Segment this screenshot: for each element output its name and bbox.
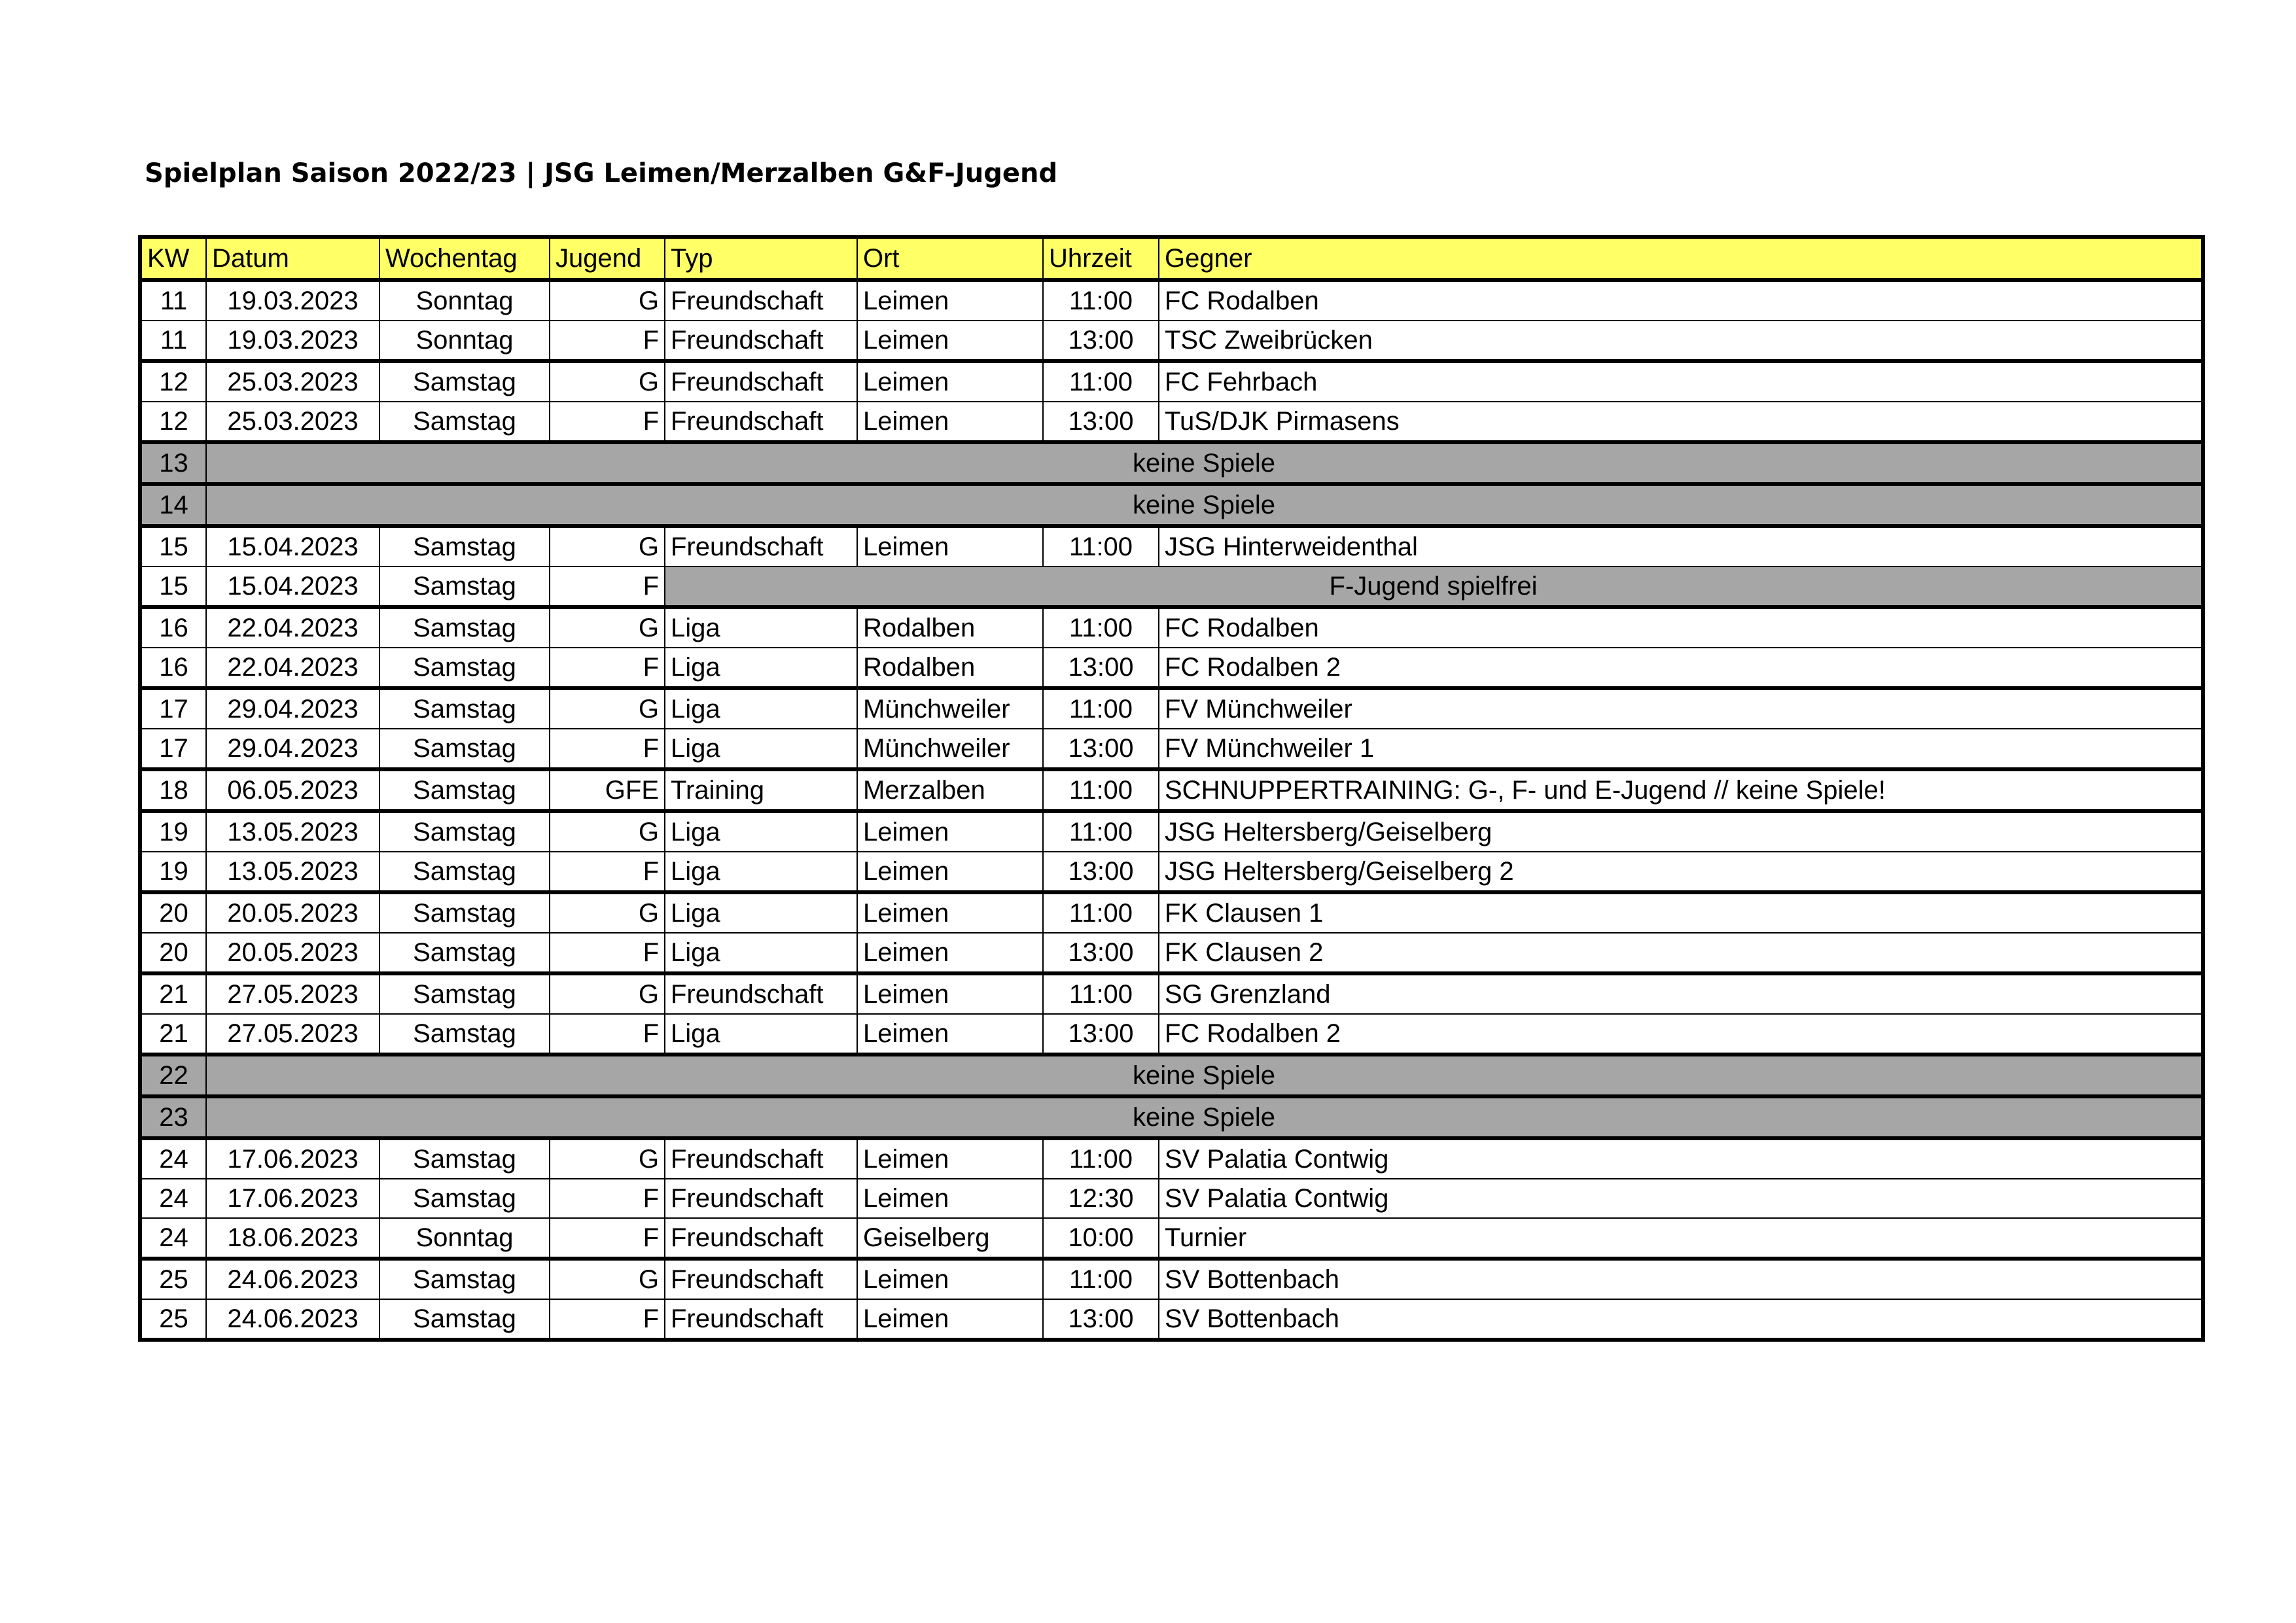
cell-wochentag: Samstag (380, 1014, 550, 1055)
header-datum: Datum (206, 237, 380, 280)
cell-ort: Leimen (857, 1014, 1043, 1055)
cell-uhrzeit: 13:00 (1043, 729, 1159, 769)
table-row (140, 729, 2203, 769)
header-gegner: Gegner (1159, 237, 2203, 280)
cell-uhrzeit: 11:00 (1043, 688, 1159, 729)
cell-kw: 25 (140, 1259, 206, 1299)
table-row (140, 526, 2203, 567)
cell-gegner: SV Palatia Contwig (1159, 1179, 2203, 1218)
cell-ort: Leimen (857, 933, 1043, 973)
cell-wochentag: Samstag (380, 933, 550, 973)
cell-kw: 11 (140, 321, 206, 361)
table-row (140, 1259, 2203, 1299)
cell-wochentag: Samstag (380, 361, 550, 402)
schedule-table (138, 235, 2205, 1342)
cell-jugend: F (550, 1218, 665, 1259)
cell-kw: 16 (140, 648, 206, 688)
cell-jugend: G (550, 1259, 665, 1299)
cell-wochentag: Samstag (380, 973, 550, 1014)
header-jugend: Jugend (550, 237, 665, 280)
table-row (140, 1179, 2203, 1218)
cell-datum: 06.05.2023 (206, 769, 380, 811)
cell-wochentag: Samstag (380, 567, 550, 607)
cell-jugend: GFE (550, 769, 665, 811)
cell-typ: Freundschaft (665, 280, 857, 321)
cell-gegner: TSC Zweibrücken (1159, 321, 2203, 361)
table-row (140, 933, 2203, 973)
cell-wochentag: Samstag (380, 769, 550, 811)
cell-ort: Münchweiler (857, 729, 1043, 769)
table-row (140, 361, 2203, 402)
cell-typ: Freundschaft (665, 526, 857, 567)
cell-gegner: FC Fehrbach (1159, 361, 2203, 402)
cell-datum: 29.04.2023 (206, 688, 380, 729)
cell-datum: 25.03.2023 (206, 402, 380, 442)
cell-jugend: F (550, 852, 665, 892)
cell-gegner: SCHNUPPERTRAINING: G-, F- und E-Jugend // keine Spiele! (1159, 769, 2203, 811)
cell-ort: Leimen (857, 852, 1043, 892)
cell-kw: 20 (140, 933, 206, 973)
cell-ort: Leimen (857, 280, 1043, 321)
no-games-note: keine Spiele (206, 1096, 2203, 1138)
cell-kw: 17 (140, 688, 206, 729)
cell-jugend: G (550, 811, 665, 852)
header-ort: Ort (857, 237, 1043, 280)
cell-datum: 20.05.2023 (206, 933, 380, 973)
table-row (140, 1138, 2203, 1179)
cell-gegner: FC Rodalben (1159, 280, 2203, 321)
cell-uhrzeit: 11:00 (1043, 607, 1159, 648)
table-row (140, 1096, 2203, 1138)
cell-jugend: G (550, 607, 665, 648)
cell-kw: 19 (140, 811, 206, 852)
cell-gegner: FK Clausen 2 (1159, 933, 2203, 973)
cell-typ: Liga (665, 852, 857, 892)
header-uhrzeit: Uhrzeit (1043, 237, 1159, 280)
header-wochentag: Wochentag (380, 237, 550, 280)
cell-typ: Liga (665, 688, 857, 729)
cell-jugend: F (550, 729, 665, 769)
cell-gegner: SG Grenzland (1159, 973, 2203, 1014)
cell-uhrzeit: 11:00 (1043, 526, 1159, 567)
page-title: Spielplan Saison 2022/23 | JSG Leimen/Merzalben G&F-Jugend (145, 158, 1058, 188)
table-row (140, 567, 2203, 607)
cell-jugend: G (550, 526, 665, 567)
cell-typ: Liga (665, 648, 857, 688)
table-row (140, 1014, 2203, 1055)
cell-datum: 27.05.2023 (206, 973, 380, 1014)
cell-wochentag: Samstag (380, 526, 550, 567)
cell-typ: Freundschaft (665, 973, 857, 1014)
cell-kw: 25 (140, 1299, 206, 1340)
cell-wochentag: Sonntag (380, 1218, 550, 1259)
cell-ort: Leimen (857, 811, 1043, 852)
cell-uhrzeit: 11:00 (1043, 1138, 1159, 1179)
cell-uhrzeit: 13:00 (1043, 1014, 1159, 1055)
cell-kw: 11 (140, 280, 206, 321)
table-row (140, 973, 2203, 1014)
cell-uhrzeit: 13:00 (1043, 648, 1159, 688)
table-row (140, 402, 2203, 442)
cell-wochentag: Samstag (380, 852, 550, 892)
table-row (140, 811, 2203, 852)
cell-typ: Freundschaft (665, 1138, 857, 1179)
cell-datum: 24.06.2023 (206, 1299, 380, 1340)
cell-typ: Freundschaft (665, 402, 857, 442)
table-row (140, 1218, 2203, 1259)
no-games-note: keine Spiele (206, 484, 2203, 526)
cell-gegner: SV Bottenbach (1159, 1299, 2203, 1340)
cell-ort: Geiselberg (857, 1218, 1043, 1259)
table-row (140, 484, 2203, 526)
cell-ort: Leimen (857, 361, 1043, 402)
cell-wochentag: Samstag (380, 648, 550, 688)
cell-kw: 12 (140, 402, 206, 442)
cell-gegner: JSG Heltersberg/Geiselberg (1159, 811, 2203, 852)
cell-gegner: FC Rodalben 2 (1159, 648, 2203, 688)
cell-uhrzeit: 13:00 (1043, 933, 1159, 973)
cell-jugend: F (550, 933, 665, 973)
table-row (140, 442, 2203, 484)
cell-wochentag: Samstag (380, 811, 550, 852)
cell-uhrzeit: 11:00 (1043, 892, 1159, 933)
cell-jugend: G (550, 688, 665, 729)
cell-uhrzeit: 13:00 (1043, 321, 1159, 361)
cell-uhrzeit: 12:30 (1043, 1179, 1159, 1218)
cell-datum: 18.06.2023 (206, 1218, 380, 1259)
cell-ort: Münchweiler (857, 688, 1043, 729)
table-row (140, 892, 2203, 933)
cell-gegner: SV Bottenbach (1159, 1259, 2203, 1299)
spielfrei-note: F-Jugend spielfrei (665, 567, 2203, 607)
table-row (140, 280, 2203, 321)
cell-kw: 20 (140, 892, 206, 933)
cell-wochentag: Samstag (380, 1259, 550, 1299)
cell-typ: Liga (665, 729, 857, 769)
cell-wochentag: Samstag (380, 1299, 550, 1340)
header-typ: Typ (665, 237, 857, 280)
cell-datum: 24.06.2023 (206, 1259, 380, 1299)
cell-gegner: SV Palatia Contwig (1159, 1138, 2203, 1179)
cell-kw: 24 (140, 1179, 206, 1218)
cell-datum: 15.04.2023 (206, 526, 380, 567)
cell-kw: 14 (140, 484, 206, 526)
cell-typ: Freundschaft (665, 1259, 857, 1299)
cell-datum: 29.04.2023 (206, 729, 380, 769)
cell-jugend: F (550, 1299, 665, 1340)
cell-gegner: Turnier (1159, 1218, 2203, 1259)
cell-datum: 22.04.2023 (206, 648, 380, 688)
header-row (140, 237, 2203, 280)
cell-wochentag: Samstag (380, 1179, 550, 1218)
cell-wochentag: Samstag (380, 688, 550, 729)
cell-datum: 15.04.2023 (206, 567, 380, 607)
cell-datum: 20.05.2023 (206, 892, 380, 933)
cell-kw: 24 (140, 1138, 206, 1179)
cell-kw: 22 (140, 1055, 206, 1096)
cell-jugend: G (550, 361, 665, 402)
cell-jugend: F (550, 1179, 665, 1218)
cell-kw: 17 (140, 729, 206, 769)
cell-kw: 19 (140, 852, 206, 892)
cell-ort: Rodalben (857, 648, 1043, 688)
no-games-note: keine Spiele (206, 1055, 2203, 1096)
cell-kw: 13 (140, 442, 206, 484)
cell-datum: 22.04.2023 (206, 607, 380, 648)
cell-jugend: F (550, 567, 665, 607)
cell-typ: Liga (665, 811, 857, 852)
cell-uhrzeit: 11:00 (1043, 973, 1159, 1014)
cell-typ: Freundschaft (665, 1299, 857, 1340)
cell-ort: Leimen (857, 526, 1043, 567)
cell-datum: 19.03.2023 (206, 280, 380, 321)
cell-datum: 27.05.2023 (206, 1014, 380, 1055)
cell-kw: 21 (140, 1014, 206, 1055)
cell-gegner: FC Rodalben (1159, 607, 2203, 648)
cell-ort: Rodalben (857, 607, 1043, 648)
cell-wochentag: Samstag (380, 607, 550, 648)
cell-gegner: FV Münchweiler (1159, 688, 2203, 729)
cell-ort: Leimen (857, 973, 1043, 1014)
header-kw: KW (140, 237, 206, 280)
cell-wochentag: Sonntag (380, 321, 550, 361)
cell-wochentag: Sonntag (380, 280, 550, 321)
cell-typ: Training (665, 769, 857, 811)
cell-datum: 19.03.2023 (206, 321, 380, 361)
table-row (140, 852, 2203, 892)
table-row (140, 769, 2203, 811)
cell-datum: 17.06.2023 (206, 1179, 380, 1218)
cell-uhrzeit: 10:00 (1043, 1218, 1159, 1259)
cell-jugend: G (550, 280, 665, 321)
cell-uhrzeit: 11:00 (1043, 811, 1159, 852)
cell-ort: Leimen (857, 321, 1043, 361)
cell-jugend: G (550, 973, 665, 1014)
cell-uhrzeit: 11:00 (1043, 361, 1159, 402)
cell-ort: Leimen (857, 892, 1043, 933)
table-row (140, 1299, 2203, 1340)
cell-ort: Merzalben (857, 769, 1043, 811)
cell-ort: Leimen (857, 402, 1043, 442)
cell-kw: 16 (140, 607, 206, 648)
cell-jugend: F (550, 321, 665, 361)
cell-kw: 21 (140, 973, 206, 1014)
cell-ort: Leimen (857, 1179, 1043, 1218)
cell-jugend: F (550, 402, 665, 442)
cell-kw: 24 (140, 1218, 206, 1259)
cell-kw: 18 (140, 769, 206, 811)
cell-datum: 25.03.2023 (206, 361, 380, 402)
cell-kw: 15 (140, 526, 206, 567)
table-row (140, 607, 2203, 648)
cell-datum: 13.05.2023 (206, 811, 380, 852)
cell-gegner: FV Münchweiler 1 (1159, 729, 2203, 769)
no-games-note: keine Spiele (206, 442, 2203, 484)
cell-typ: Freundschaft (665, 321, 857, 361)
cell-typ: Liga (665, 607, 857, 648)
cell-wochentag: Samstag (380, 1138, 550, 1179)
cell-uhrzeit: 13:00 (1043, 852, 1159, 892)
cell-gegner: TuS/DJK Pirmasens (1159, 402, 2203, 442)
cell-wochentag: Samstag (380, 729, 550, 769)
cell-gegner: JSG Hinterweidenthal (1159, 526, 2203, 567)
cell-uhrzeit: 11:00 (1043, 280, 1159, 321)
cell-typ: Liga (665, 1014, 857, 1055)
cell-jugend: G (550, 1138, 665, 1179)
cell-wochentag: Samstag (380, 892, 550, 933)
table-row (140, 321, 2203, 361)
cell-wochentag: Samstag (380, 402, 550, 442)
cell-gegner: FC Rodalben 2 (1159, 1014, 2203, 1055)
table-row (140, 648, 2203, 688)
cell-gegner: JSG Heltersberg/Geiselberg 2 (1159, 852, 2203, 892)
table-row (140, 1055, 2203, 1096)
cell-uhrzeit: 13:00 (1043, 402, 1159, 442)
cell-jugend: F (550, 648, 665, 688)
cell-ort: Leimen (857, 1138, 1043, 1179)
cell-kw: 23 (140, 1096, 206, 1138)
cell-typ: Liga (665, 933, 857, 973)
cell-typ: Freundschaft (665, 1218, 857, 1259)
cell-typ: Freundschaft (665, 361, 857, 402)
cell-jugend: G (550, 892, 665, 933)
cell-uhrzeit: 13:00 (1043, 1299, 1159, 1340)
table-row (140, 688, 2203, 729)
cell-uhrzeit: 11:00 (1043, 1259, 1159, 1299)
cell-typ: Freundschaft (665, 1179, 857, 1218)
cell-kw: 12 (140, 361, 206, 402)
cell-kw: 15 (140, 567, 206, 607)
cell-gegner: FK Clausen 1 (1159, 892, 2203, 933)
cell-datum: 17.06.2023 (206, 1138, 380, 1179)
cell-ort: Leimen (857, 1259, 1043, 1299)
cell-jugend: F (550, 1014, 665, 1055)
cell-uhrzeit: 11:00 (1043, 769, 1159, 811)
cell-datum: 13.05.2023 (206, 852, 380, 892)
cell-ort: Leimen (857, 1299, 1043, 1340)
cell-typ: Liga (665, 892, 857, 933)
